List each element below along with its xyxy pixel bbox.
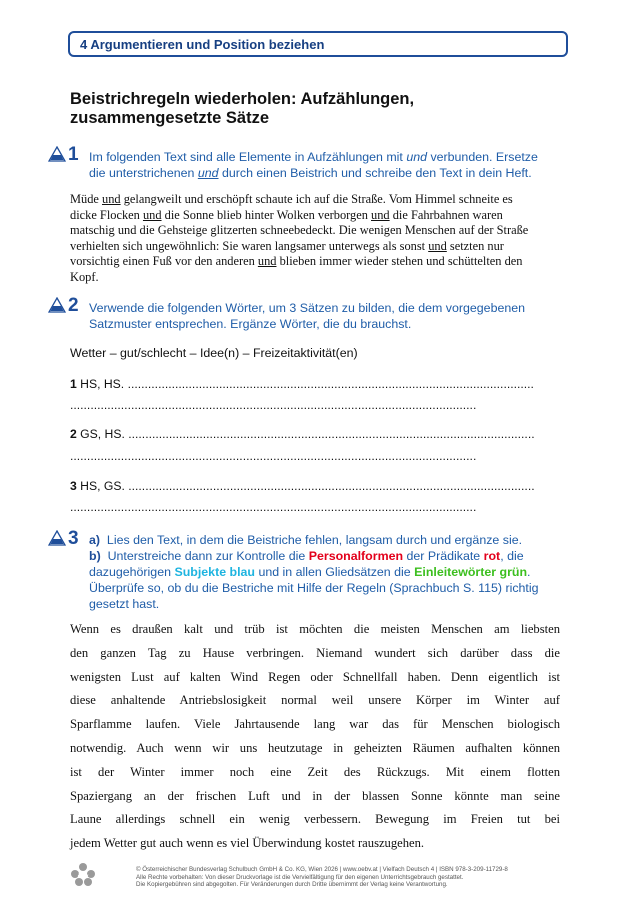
underlined-und: und <box>428 238 447 253</box>
task1-text-line <box>70 223 560 239</box>
answer-line-3b[interactable]: ........................................................................................................................ <box>70 500 477 514</box>
task1-text-line <box>70 208 560 224</box>
task1-instruction: Im folgenden Text sind alle Elemente in Aufzählungen mit und verbunden. Ersetze die unterstrichenen und durch einen Beistrich und schreibe den Text in dein Heft. <box>89 150 538 180</box>
text-segment: Müde <box>70 192 103 206</box>
task1-text <box>70 192 560 286</box>
answer-line-1[interactable]: 1 HS, HS. ........................................................................................................................ <box>70 377 534 391</box>
publisher-logo-text: öbv <box>77 874 89 880</box>
answer-line-2[interactable]: 2 GS, HS. ........................................................................................................................ <box>70 427 535 441</box>
text-segment: setzten nur <box>446 238 504 253</box>
task1-text-line <box>70 192 560 208</box>
underlined-und: und <box>371 207 390 222</box>
text-segment: gelangweilt und erschöpft schaute ich auf die Straße. Vom Himmel schneite es <box>120 192 513 206</box>
task3-text-line: Laune allerdings schnell ein wenig verbessern. Bewegung im Freien tut bei <box>70 812 560 827</box>
text-segment: die Fahrbahnen waren <box>389 207 503 222</box>
footer: © Österreichischer Bundesverlag Schulbuch GmbH & Co. KG, Wien 2026 | www.oebv.at | Vielfach Deutsch 4 | ISBN 978-3-209-11729-8 Alle Rechte vorbehalten: Von dieser Druckvorlage ist die Vervielfältigung für den eigenen Unterrichtsgebrauch gestattet. Die Kopiergebühren sind abgegolten. Für Veränderungen durch Dritte übernimmt der Verlag keine Verantwortung. <box>136 866 508 889</box>
difficulty-triangle-icon <box>48 146 66 162</box>
text-segment: matschig und die Gehsteige glitzerten schneebedeckt. Die wenigen Menschen auf der Straße <box>70 223 529 238</box>
task3-text-line: den ganzen Tag zu Hause verbringen. Niemand wundert sich darüber dass die <box>70 645 560 660</box>
task-number: 3 <box>68 528 79 549</box>
answer-line-3[interactable]: 3 HS, GS. ........................................................................................................................ <box>70 479 535 493</box>
task3-instruction: a) Lies den Text, in dem die Beistriche fehlen, langsam durch und ergänze sie. b) Unterstreiche dann zur Kontrolle die Personalformen der Prädikate rot, die dazugehörigen Subjekte blau und in allen Gliedsätzen die Einleitewörter grün. Überprüfe so, ob du die Bestriche mit Hilfe der Regeln (Sprachbuch S. 115) richtig gesetzt hast. <box>89 533 539 611</box>
task3-text-line: Spaziergang an der frischen Luft und in der blassen Sonne könnte man seine <box>70 788 560 803</box>
task3-text-line: Sparflamme laufen. Viele Jahrtausende lang war das für Menschen biologisch <box>70 717 560 732</box>
task3-text-line: jedem Wetter gut auch wenn es viel Überwindung kostet rauszugehen. <box>70 836 425 851</box>
underlined-und: und <box>102 192 121 206</box>
word-list: Wetter – gut/schlecht – Idee(n) – Freizeitaktivität(en) <box>70 346 358 360</box>
task3-text <box>70 618 560 856</box>
chapter-title: 4 Argumentieren und Position beziehen <box>80 37 325 52</box>
task3-text-line: diese anhaltende Antriebslosigkeit normal weil unsere Körper im Winter auf <box>70 693 560 708</box>
task3-text-line: wenigsten Lust auf kalten Wind Regen oder Schnellfall haben. Denn eigentlich ist <box>70 669 560 684</box>
task-number: 2 <box>68 295 79 316</box>
text-segment: dicke Flocken <box>70 207 143 222</box>
task2-instruction: Verwende die folgenden Wörter, um 3 Sätzen zu bilden, die dem vorgegebenen Satzmuster entsprechen. Ergänze Wörter, die du brauchst. <box>89 301 526 331</box>
page-title-line2: zusammengesetzte Sätze <box>70 109 269 127</box>
text-segment: vorsichtig einen Fuß vor den anderen <box>70 254 258 269</box>
text-segment: blieben immer wieder stehen und schüttelten den <box>276 254 523 269</box>
task1-text-line <box>70 254 560 270</box>
page-title <box>70 90 550 128</box>
chapter-header <box>68 31 568 57</box>
task3-text-line: Wenn es draußen kalt und trüb ist möchten die meisten Menschen am liebsten <box>70 622 560 636</box>
difficulty-triangle-icon <box>48 297 66 313</box>
task1-text-line <box>70 239 560 255</box>
text-segment: Kopf. <box>70 269 99 284</box>
underlined-und: und <box>142 207 162 222</box>
answer-line-2b[interactable]: ........................................................................................................................ <box>70 449 477 463</box>
underlined-und: und <box>257 254 277 269</box>
task3-text-line: notwendig. Auch wenn wir uns heutzutage in geheizten Räumen aufhalten können <box>70 740 560 755</box>
task-number: 1 <box>68 144 79 165</box>
text-segment: die Sonne blieb hinter Wolken verborgen <box>161 207 372 222</box>
task1-text-line <box>70 270 560 286</box>
difficulty-triangle-icon <box>48 530 66 546</box>
task3-text-line: ist der Winter immer noch eine Zeit des Rückzugs. Mit einem flotten <box>70 764 560 779</box>
page-title-line1: Beistrichregeln wiederholen: Aufzählungen, <box>70 90 415 108</box>
text-segment: verhielten sich ungewöhnlich: Sie waren langsamer unterwegs als sonst <box>70 238 429 253</box>
publisher-logo-icon <box>70 862 96 888</box>
answer-line-1b[interactable]: ........................................................................................................................ <box>70 398 477 412</box>
